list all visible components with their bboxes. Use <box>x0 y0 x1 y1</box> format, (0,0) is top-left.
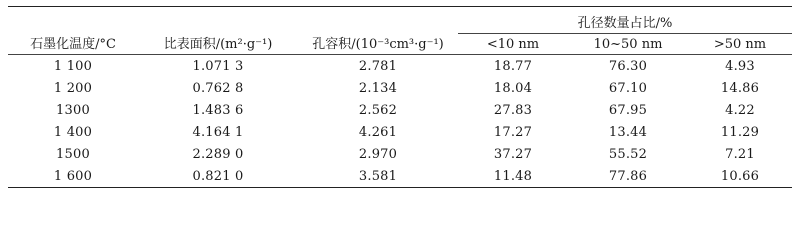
cell-lt10: 18.77 <box>493 58 533 74</box>
cell-pore-volume: 4.261 <box>358 124 398 140</box>
header-temperature: 石墨化温度/°C <box>8 7 138 55</box>
cell-temperature: 1 100 <box>53 58 93 74</box>
cell-surface-area: 0.762 8 <box>192 80 244 96</box>
table-row <box>8 99 792 121</box>
header-surface-area: 比表面积/(m²·g⁻¹) <box>138 7 298 55</box>
cell-pore-volume: 2.562 <box>358 102 398 118</box>
cell-gt50: 10.66 <box>688 165 792 188</box>
cell-temperature: 1 400 <box>53 124 93 140</box>
cell-surface-area: 0.821 0 <box>138 165 298 188</box>
cell-gt50: 11.29 <box>720 124 760 140</box>
cell-lt10: 27.83 <box>493 102 533 118</box>
table-row <box>8 143 792 165</box>
cell-10-50: 67.95 <box>608 102 648 118</box>
cell-10-50: 55.52 <box>608 146 648 162</box>
cell-pore-volume: 3.581 <box>298 165 458 188</box>
table-row <box>8 121 792 143</box>
cell-gt50: 4.22 <box>725 102 755 118</box>
cell-10-50: 77.86 <box>568 165 688 188</box>
cell-temperature: 1 600 <box>8 165 138 188</box>
cell-gt50: 14.86 <box>720 80 760 96</box>
cell-temperature: 1300 <box>56 102 90 118</box>
cell-surface-area: 4.164 1 <box>192 124 244 140</box>
cell-lt10: 11.48 <box>458 165 568 188</box>
cell-gt50: 7.21 <box>725 146 755 162</box>
header-pore-volume: 孔容积/(10⁻³cm³·g⁻¹) <box>298 7 458 55</box>
cell-pore-volume: 2.781 <box>358 58 398 74</box>
table-row <box>8 55 792 78</box>
cell-temperature: 1500 <box>56 146 90 162</box>
cell-10-50: 13.44 <box>608 124 648 140</box>
header-sub-gt50: >50 nm <box>713 36 767 52</box>
cell-10-50: 76.30 <box>608 58 648 74</box>
cell-lt10: 18.04 <box>493 80 533 96</box>
header-pore-group: 孔径数量占比/% <box>458 7 792 34</box>
cell-surface-area: 1.483 6 <box>192 102 244 118</box>
cell-lt10: 17.27 <box>493 124 533 140</box>
header-sub-10-50: 10~50 nm <box>593 36 663 52</box>
header-row-1 <box>8 7 792 34</box>
data-table <box>8 6 792 188</box>
cell-gt50: 4.93 <box>725 58 755 74</box>
table-row <box>8 165 792 188</box>
cell-surface-area: 2.289 0 <box>192 146 244 162</box>
cell-pore-volume: 2.134 <box>358 80 398 96</box>
cell-10-50: 67.10 <box>608 80 648 96</box>
table-row <box>8 77 792 99</box>
cell-pore-volume: 2.970 <box>358 146 398 162</box>
cell-lt10: 37.27 <box>493 146 533 162</box>
cell-surface-area: 1.071 3 <box>192 58 244 74</box>
header-sub-lt10: <10 nm <box>486 36 540 52</box>
cell-temperature: 1 200 <box>53 80 93 96</box>
